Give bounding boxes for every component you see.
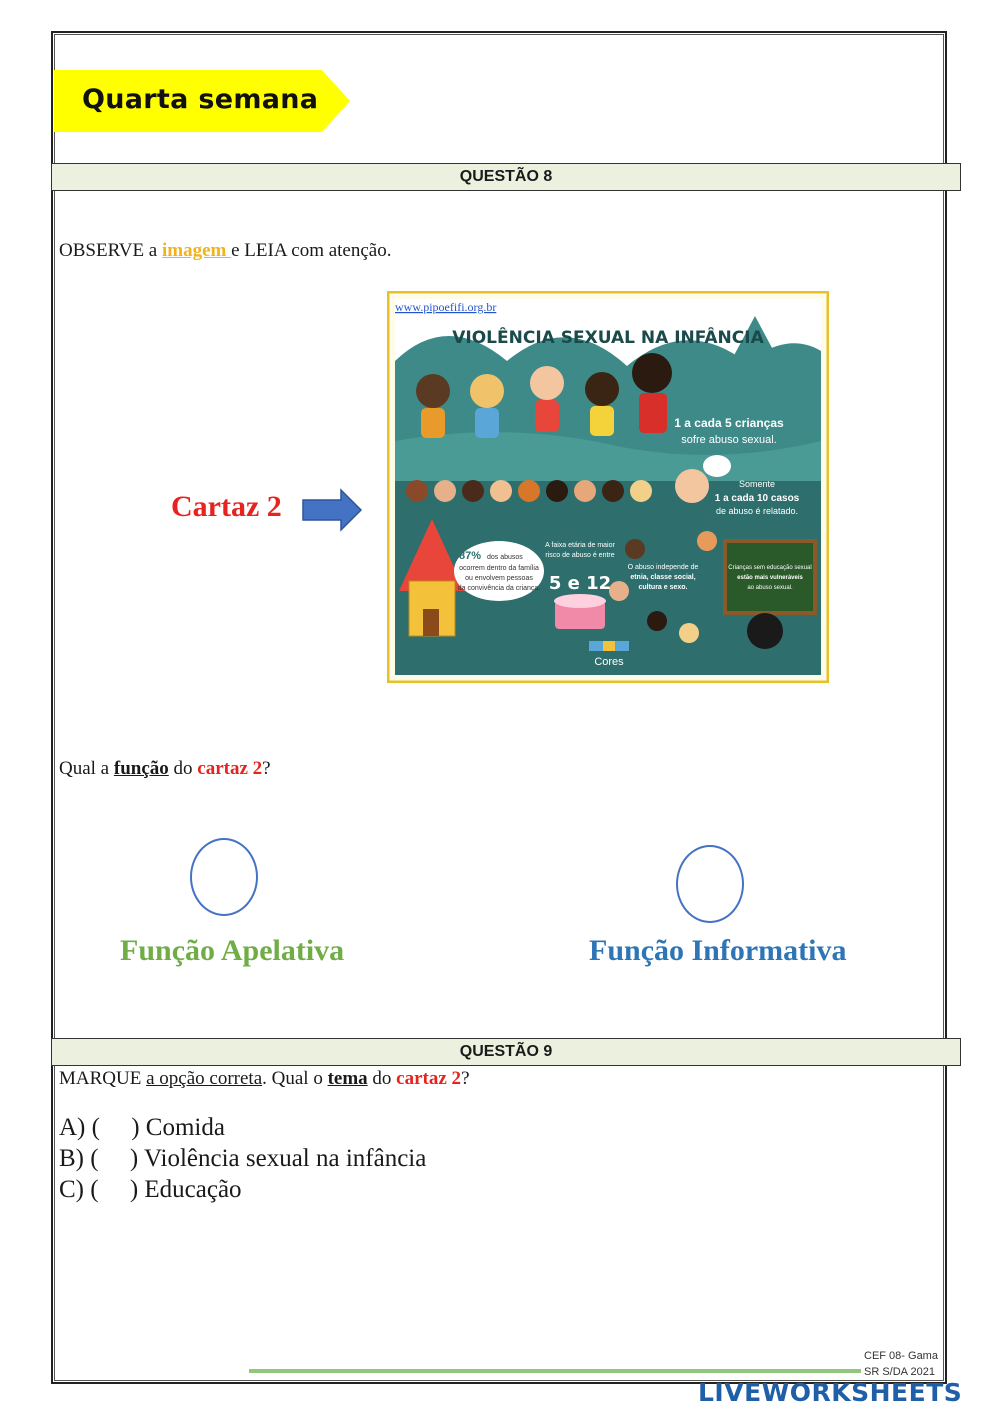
q8-instr-image-word: imagem xyxy=(161,240,232,261)
poster-pct-a: dos abusos xyxy=(487,554,523,561)
option-apelativa-circle[interactable] xyxy=(190,838,258,916)
footer-green-line xyxy=(249,1369,861,1373)
footer-year: SR S/DA 2021 xyxy=(864,1366,935,1378)
answer-option-c[interactable]: C) ( ) Educação xyxy=(59,1176,242,1203)
poster-stat2-b: 1 a cada 10 casos xyxy=(714,493,800,504)
question-8-header: QUESTÃO 8 xyxy=(51,163,961,191)
poster-logo: Cores xyxy=(594,656,624,668)
option-informativa-label: Função Informativa xyxy=(589,934,847,967)
question-9-header: QUESTÃO 9 xyxy=(51,1038,961,1066)
poster-edu-b: estão mais vulneráveis xyxy=(737,575,803,581)
q9-instr-cartaz: cartaz 2 xyxy=(396,1068,462,1089)
q8-instr-text-a: OBSERVE a xyxy=(59,240,162,261)
answer-option-a[interactable]: A) ( ) Comida xyxy=(59,1114,225,1141)
liveworksheets-logo: LIVEWORKSHEETS xyxy=(698,1378,963,1407)
q8-instr-text-b: e LEIA com atenção. xyxy=(231,240,392,261)
poster-url: www.pipoefifi.org.br xyxy=(395,300,497,314)
q8-question xyxy=(59,758,271,780)
q9-instr-c: do xyxy=(367,1068,397,1089)
poster-stat1-b: sofre abuso sexual. xyxy=(681,434,777,446)
option-apelativa-label: Função Apelativa xyxy=(120,934,345,967)
footer-school: CEF 08- Gama xyxy=(864,1350,938,1362)
q9-instr-d: ? xyxy=(461,1068,470,1089)
poster-stat1-a: 1 a cada 5 crianças xyxy=(674,416,784,430)
poster-title: VIOLÊNCIA SEXUAL NA INFÂNCIA xyxy=(452,328,764,348)
week-banner-text: Quarta semana xyxy=(82,84,319,115)
poster-edu-a: Crianças sem educação sexual xyxy=(728,565,812,571)
q8-question-c: ? xyxy=(262,758,271,779)
q9-instr-a: MARQUE xyxy=(59,1068,147,1089)
poster-ind-a: O abuso independe de xyxy=(627,564,699,571)
poster-pct-b: ocorrem dentro da família xyxy=(459,565,539,572)
cartaz-2-label: Cartaz 2 xyxy=(171,490,282,523)
q8-question-b: do xyxy=(168,758,198,779)
q9-instr-b: . Qual o xyxy=(262,1068,328,1089)
poster-ind-b: etnia, classe social, xyxy=(630,574,696,581)
q9-instr-tema: tema xyxy=(327,1068,368,1089)
answer-option-b[interactable]: B) ( ) Violência sexual na infância xyxy=(59,1145,427,1172)
q8-question-cartaz: cartaz 2 xyxy=(197,758,263,779)
poster-age-a: A faixa etária de maior xyxy=(545,542,615,549)
poster-ind-c: cultura e sexo. xyxy=(638,584,688,591)
q9-instr-opcao: a opção correta xyxy=(146,1068,263,1089)
poster-edu-c: ao abuso sexual. xyxy=(747,585,793,591)
poster-age-b: risco de abuso é entre xyxy=(545,552,615,559)
q9-answer-list xyxy=(59,1112,426,1205)
poster-image xyxy=(387,291,829,683)
poster-pct-d: da convivência da criança. xyxy=(457,585,541,592)
poster-pct: 87% xyxy=(459,550,482,562)
poster-age-nums: 5 e 12 xyxy=(548,573,612,594)
poster-pct-c: ou envolvem pessoas xyxy=(465,575,533,582)
poster-stat2-a: Somente xyxy=(738,479,776,489)
arrow-right-icon xyxy=(301,488,363,532)
poster-stat2-c: de abuso é relatado. xyxy=(715,506,799,516)
option-informativa-circle[interactable] xyxy=(676,845,744,923)
q8-question-funcao: função xyxy=(113,758,169,779)
q9-instruction xyxy=(59,1068,470,1090)
q8-question-a: Qual a xyxy=(59,758,114,779)
q8-instruction xyxy=(59,240,391,262)
